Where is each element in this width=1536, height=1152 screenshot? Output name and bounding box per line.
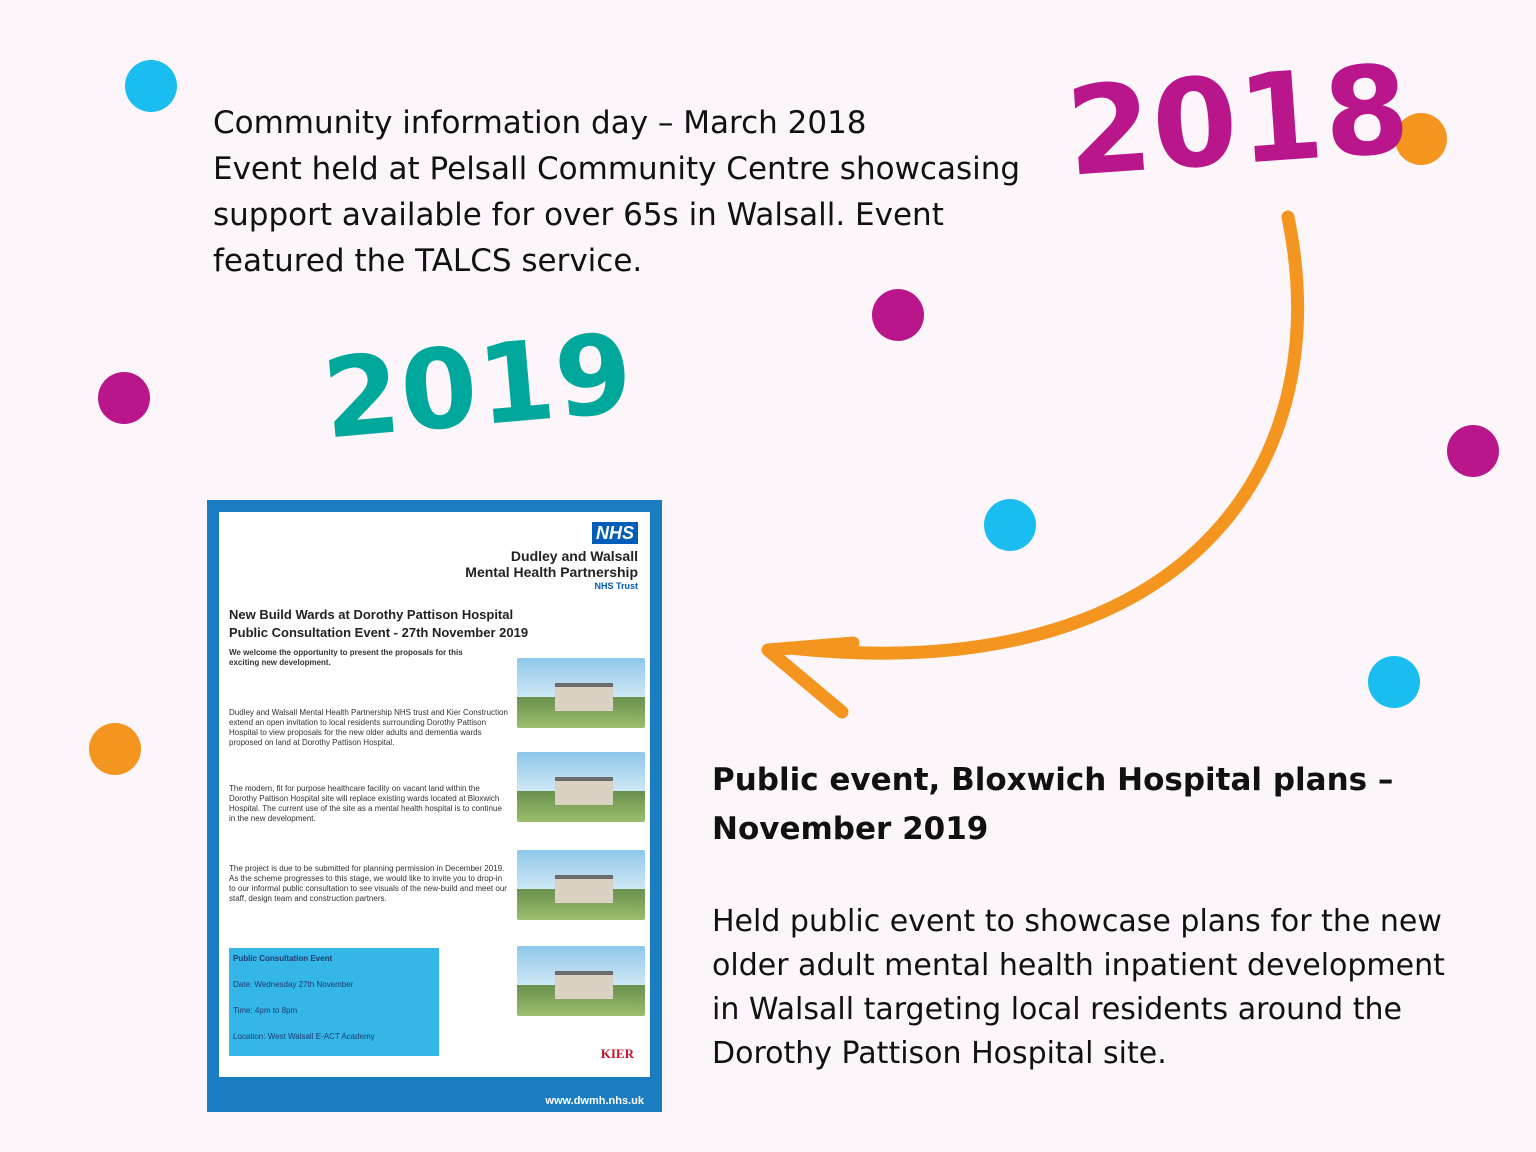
poster-heading-line: New Build Wards at Dorothy Pattison Hospital xyxy=(229,607,514,622)
poster-paragraph: The modern, fit for purpose healthcare facility on vacant land within the Dorothy Pattison Hospital site will replace existing wards located at Bloxwich Hospital. The current use of the site as a mental health hospital is to continue in the new development. xyxy=(229,784,502,823)
event-2018-line: featured the TALCS service. xyxy=(213,243,643,279)
poster-paragraph: The project is due to be submitted for planning permission in December 2019. As the scheme progresses to this stage, we would like to invite you to drop-in to our informal public consultation to see visuals of the new-build and meet our staff, design team and construction partners. xyxy=(229,864,507,903)
poster-organisation xyxy=(465,548,638,592)
poster-page xyxy=(219,512,650,1077)
event-2018-line: Community information day – March 2018 xyxy=(213,105,867,141)
year-2018-heading: 2018 xyxy=(1062,38,1415,204)
poster-intro: We welcome the opportunity to present the proposals for this exciting new development. xyxy=(229,648,463,667)
event-2019-title-line: Public event, Bloxwich Hospital plans – xyxy=(712,762,1394,798)
event-2019-line: in Walsall targeting local residents around the xyxy=(712,992,1402,1027)
event-2019-line: Dorothy Pattison Hospital site. xyxy=(712,1036,1167,1071)
event-2018-text xyxy=(213,100,1043,284)
building-render-image xyxy=(517,850,645,920)
poster-url: www.dwmh.nhs.uk xyxy=(545,1095,644,1107)
year-2019-heading: 2019 xyxy=(318,308,639,464)
kier-logo: KIER xyxy=(600,1046,634,1061)
event-details-box xyxy=(229,948,439,1056)
event-2019-description xyxy=(712,900,1492,1076)
building-render-image xyxy=(517,946,645,1016)
event-2019-line: older adult mental health inpatient development xyxy=(712,948,1445,983)
poster-paragraph: Dudley and Walsall Mental Health Partnership NHS trust and Kier Construction extend an open invitation to local residents surrounding Dorothy Pattison Hospital to view proposals for the new older adults and dementia wards proposed on land at Dorothy Pattison Hospital. xyxy=(229,708,508,747)
poster-heading-line: Public Consultation Event - 27th November 2019 xyxy=(229,625,529,640)
event-2019-title xyxy=(712,756,1492,854)
consultation-poster xyxy=(207,500,662,1112)
nhs-logo: NHS xyxy=(592,522,638,544)
org-trust: NHS Trust xyxy=(594,581,638,591)
box-date: Date: Wednesday 27th November xyxy=(233,980,354,989)
event-2018-line: Event held at Pelsall Community Centre showcasing xyxy=(213,151,1021,187)
event-2019-line: Held public event to showcase plans for the new xyxy=(712,904,1442,939)
building-render-image xyxy=(517,658,645,728)
box-title: Public Consultation Event xyxy=(233,954,333,963)
box-time: Time: 4pm to 8pm xyxy=(233,1006,298,1015)
box-location: Location: West Walsall E-ACT Academy xyxy=(233,1032,375,1041)
event-2019-title-line: November 2019 xyxy=(712,811,989,847)
event-2018-line: support available for over 65s in Walsall. Event xyxy=(213,197,944,233)
poster-heading xyxy=(229,606,528,642)
building-render-image xyxy=(517,752,645,822)
org-line: Dudley and Walsall xyxy=(510,548,638,564)
org-line: Mental Health Partnership xyxy=(465,564,638,580)
